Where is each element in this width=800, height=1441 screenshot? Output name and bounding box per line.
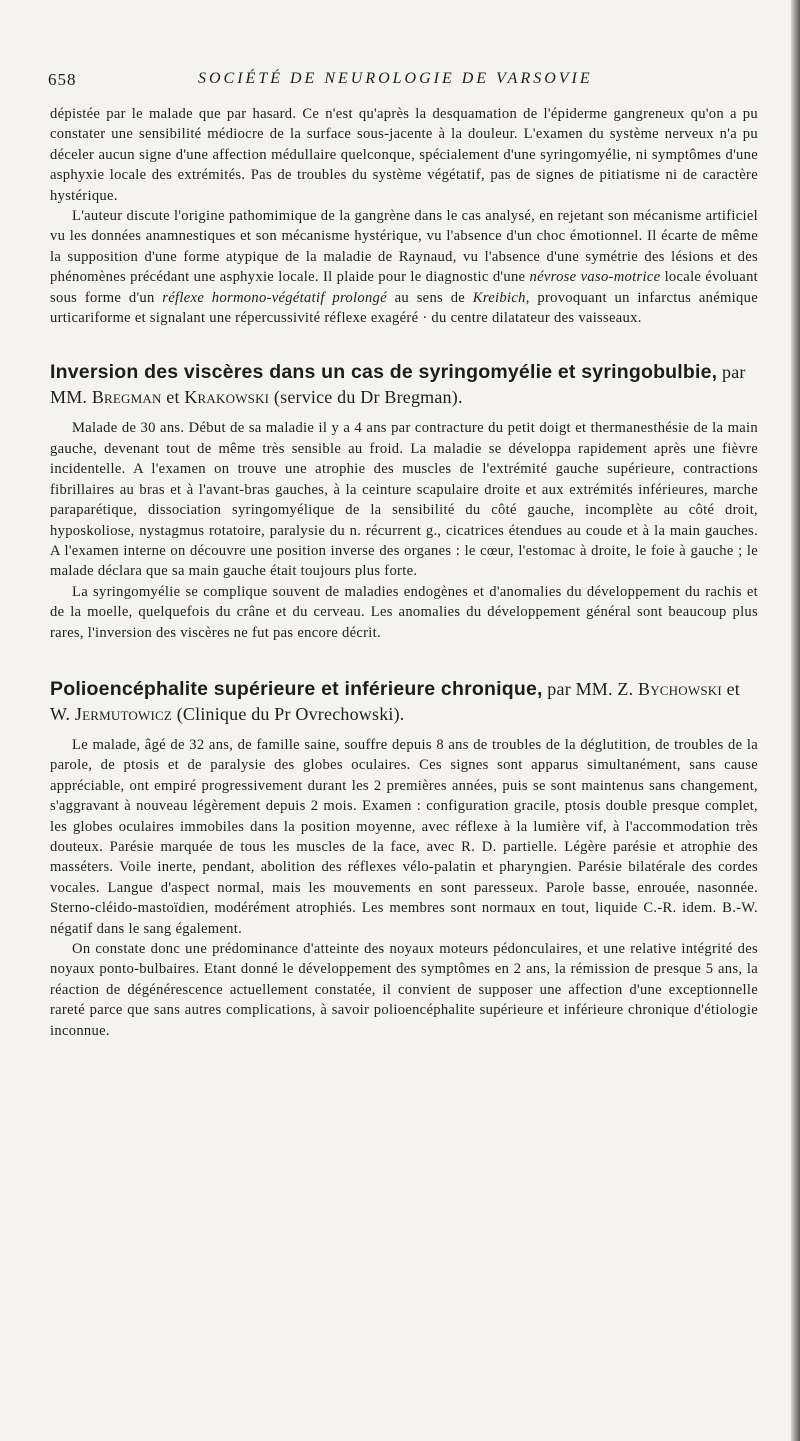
- running-title: SOCIÉTÉ DE NEUROLOGIE DE VARSOVIE: [198, 70, 593, 87]
- term-reflexe: réflexe hormono-végétatif prolongé: [162, 289, 387, 306]
- section-1-byline-prefix: par MM.: [50, 362, 746, 408]
- intro-tail-text-3: , provoquant un infarctus anémique urticariforme et signalant une répercussivité réflexe exagéré · du centre dilatateur des vaisseaux.: [50, 289, 758, 327]
- intro-paragraph-2: [50, 206, 758, 328]
- section-1-title: Inversion des viscères dans un cas de syringomyélie et syringobulbie,: [50, 361, 718, 384]
- section-1-heading: [50, 360, 758, 410]
- article-body: [50, 104, 758, 1041]
- scan-edge: [791, 0, 800, 1441]
- intro-tail-text-2: au sens de: [386, 289, 473, 306]
- section-2-byline-suffix: (Clinique du Pr Ovrechowski).: [172, 703, 405, 724]
- intro-tail-text-1: locale évoluant sous forme d'un: [50, 269, 759, 306]
- section-2-title: Polioencéphalite supérieure et inférieure chronique,: [50, 677, 543, 700]
- intro-paragraph-2-text: L'auteur discute l'origine pathomimique de la gangrène dans le cas analysé, en rejetant son mécanisme artificiel vu les données anamnestiques et son mécanisme hystérique, vu l'absence d'un choc émotionnel. Il écarte de même la supposition d'une forme atypique de la maladie de Raynaud, vu l'absence d'une symétrie des lésions et des phénomènes précédant une asphyxie locale. Il plaide pour le diagnostic d'une: [50, 208, 758, 286]
- section-1-author-2: Krakowski: [184, 387, 270, 408]
- section-2-byline-prefix: par MM.: [542, 678, 618, 699]
- intro-paragraph-1: dépistée par le malade que par hasard. Ce n'est qu'après la desquamation de l'épiderme gangreneux qu'on a pu constater une sensibilité médiocre de la surface sous-jacente à la douleur. L'examen du système nerveux n'a pu déceler aucun signe d'une affection médullaire quelconque, spécialement d'une syringomyélie, ni symptômes d'une asphyxie locale des extrémités. Pas de troubles du système végétatif, pas de signes de pitiatisme ni de caractère hystérique.: [50, 106, 758, 204]
- section-1-byline-suffix: (service du Dr Bregman).: [269, 387, 463, 408]
- section-1-author-1: Bregman: [91, 387, 162, 408]
- page-header: [48, 70, 758, 96]
- section-2-heading: [50, 677, 758, 727]
- section-1-paragraph-1: Malade de 30 ans. Début de sa maladie il y a 4 ans par contracture du petit doigt et thermanesthésie de la main gauche, devenant tout de même très sensible au froid. La maladie se développa rapidement après une fièvre incidentelle. A l'examen on trouve une atrophie des muscles de l'extrémité gauche supérieure, contractions fibrillaires au bras et à l'avant-bras gauches, à la ceinture scapulaire droite et aux extrémités inférieures, marche paraparétique, dissociation syringomyélique de la sensibilité du côté gauche, incomplète au côté droit, hyposkoliose, nystagmus rotatoire, paralysie du n. récurrent g., cicatrices étendues au coude et à la main gauches. A l'examen interne on découvre une position inverse des organes : le cœur, l'estomac à droite, le foie à gauche ; le malade déclara que sa main gauche était toujours plus forte.: [50, 420, 758, 580]
- section-2-author-1: Z. Bychowski: [617, 678, 722, 699]
- section-1-connector: et: [161, 387, 185, 408]
- section-1-paragraph-2: La syringomyélie se complique souvent de maladies endogènes et d'anomalies du développement du rachis et de la moelle, quelquefois du crâne et du cerveau. Les anomalies du développement général sont beaucoup plus rares, l'inversion des viscères ne fut pas encore décrit.: [50, 583, 758, 641]
- term-kreibich: Kreibich: [472, 289, 526, 306]
- section-2-paragraph-2: On constate donc une prédominance d'atteinte des noyaux moteurs pédonculaires, et une relative intégrité des noyaux ponto-bulbaires. Etant donné le développement des symptômes en 2 ans, la rémission de presque 5 ans, la réaction de dégénérescence actuellement constatée, il convient de supposer une affection d'une exceptionnelle rareté parce que sans autres complications, à savoir polioencéphalite supérieure et inférieure chronique d'étiologie inconnue.: [50, 941, 758, 1039]
- term-nevrose: névrose vaso-motrice: [529, 269, 661, 286]
- section-2-author-2: W. Jermutowicz: [50, 703, 173, 724]
- page-number: 658: [48, 70, 77, 89]
- section-2-connector: et: [721, 678, 740, 699]
- section-2-paragraph-1: Le malade, âgé de 32 ans, de famille saine, souffre depuis 8 ans de troubles de la déglutition, de troubles de la parole, de ptosis et de paralysie des globes oculaires. Ces signes sont apparus simultanément, sans cause appréciable, ont empiré progressivement durant les 2 premières années, puis se sont maintenus sans changement, s'aggravant à nouveau légèrement depuis 2 mois. Examen : configuration gracile, ptosis double presque complet, les globes oculaires immobiles dans la position moyenne, avec réflexe à la lumière vif, à l'accommodation très douteux. Parésie marquée de tous les muscles de la face, avec R. D. partielle. Légère parésie et atrophie des masséters. Voile inerte, pendant, abolition des réflexes vélo-palatin et pharyngien. Parésie bilatérale des cordes vocales. Langue d'aspect normal, mais les mouvements en sont paresseux. Parole basse, enrouée, nasonnée. Sterno-cléido-mastoïdien, modérément atrophiés. Les membres sont normaux en tout, liquide C.-R. idem. B.-W. négatif dans le sang également.: [50, 736, 758, 937]
